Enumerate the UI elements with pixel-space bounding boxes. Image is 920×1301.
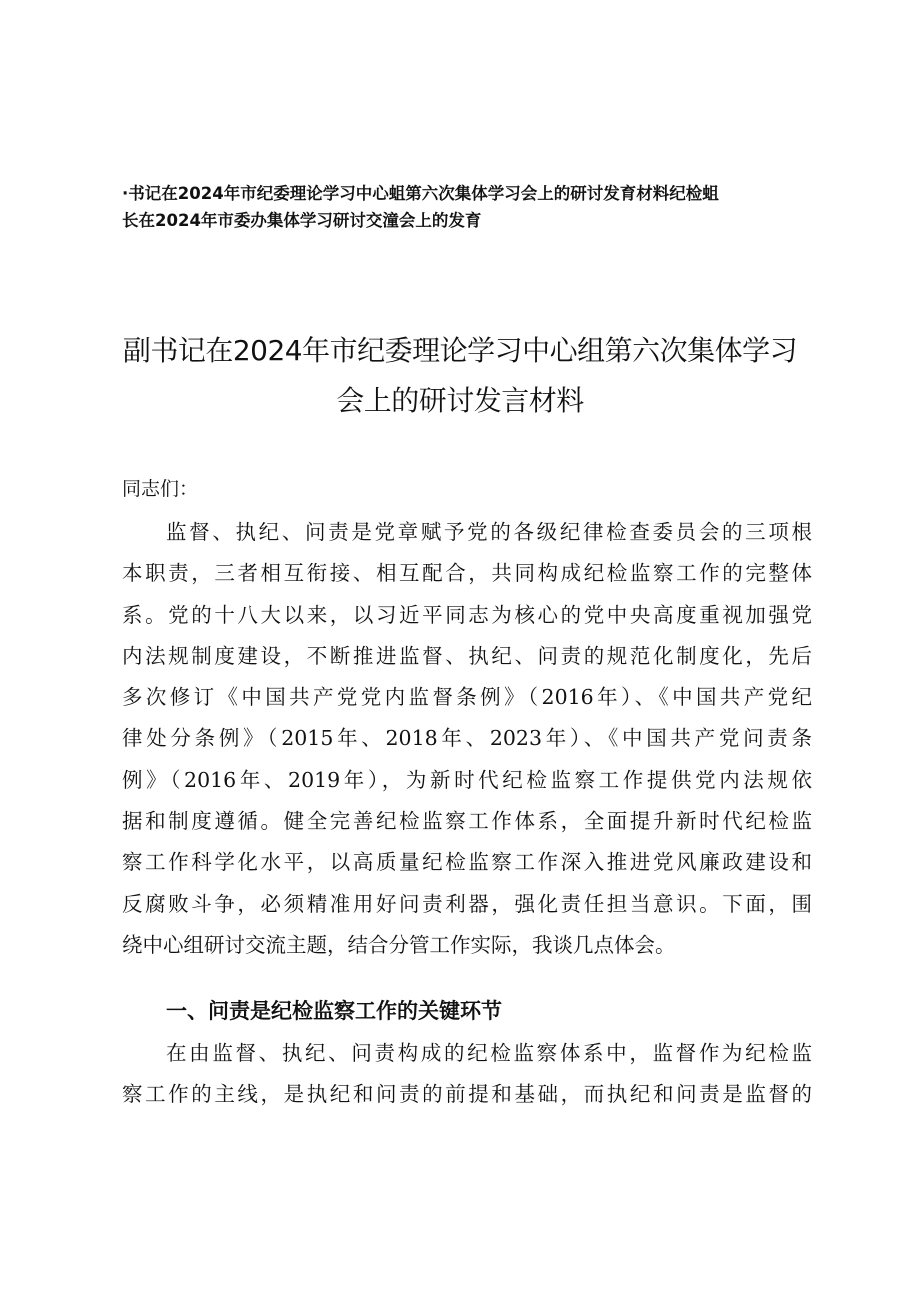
paragraph-line: 察工作的主线，是执纪和问责的前提和基础，而执纪和问责是监督的 <box>122 1082 812 1107</box>
body-paragraph <box>122 1033 812 1116</box>
toc-line[interactable]: ·书记在2024年市纪委理论学习中心蛆第六次集体学习会上的研讨发育材料纪检蛆 <box>122 184 719 203</box>
document-title <box>100 326 820 426</box>
paragraph-line: 察工作科学化水平，以高质量纪检监察工作深入推进党风廉政建设和 <box>122 850 812 875</box>
paragraph-line: 内法规制度建设，不断推进监督、执纪、问责的规范化制度化，先后 <box>122 643 812 668</box>
paragraph-line: 据和制度遵循。健全完善纪检监察工作体系，全面提升新时代纪检监 <box>122 809 812 834</box>
toc-line[interactable]: 长在2024年市委办集体学习研讨交潼会上的发育 <box>122 211 482 230</box>
salutation: 同志们： <box>122 478 199 500</box>
title-line: 副书记在2024年市纪委理论学习中心组第六次集体学习 <box>122 334 798 367</box>
paragraph-line: 在由监督、执纪、问责构成的纪检监察体系中，监督作为纪检监 <box>166 1041 812 1065</box>
paragraph-line: 本职责，三者相互衔接、相互配合，共同构成纪检监察工作的完整体 <box>122 561 812 586</box>
paragraph-line: 反腐败斗争，必须精准用好问责利器，强化责任担当意识。下面，围 <box>122 891 812 916</box>
paragraph-line: 系。党的十八大以来，以习近平同志为核心的党中央高度重视加强党 <box>122 602 812 627</box>
paragraph-line: 绕中心组研讨交流主题，结合分管工作实际，我谈几点体会。 <box>122 932 676 957</box>
paragraph-line: 监督、执纪、问责是党章赋予党的各级纪律检查委员会的三项根 <box>166 520 812 544</box>
body-paragraph <box>122 512 812 966</box>
table-of-contents <box>122 180 802 234</box>
title-line: 会上的研讨发言材料 <box>336 384 584 417</box>
paragraph-line: 例》（2016年、2019年），为新时代纪检监察工作提供党内法规依 <box>122 767 812 792</box>
paragraph-line: 律处分条例》（2015年、2018年、2023年）、《中国共产党问责条 <box>122 726 812 751</box>
paragraph-line: 多次修订《中国共产党党内监督条例》（2016年）、《中国共产党纪 <box>122 685 812 710</box>
section-heading: 一、问责是纪检监察工作的关键环节 <box>166 999 502 1023</box>
